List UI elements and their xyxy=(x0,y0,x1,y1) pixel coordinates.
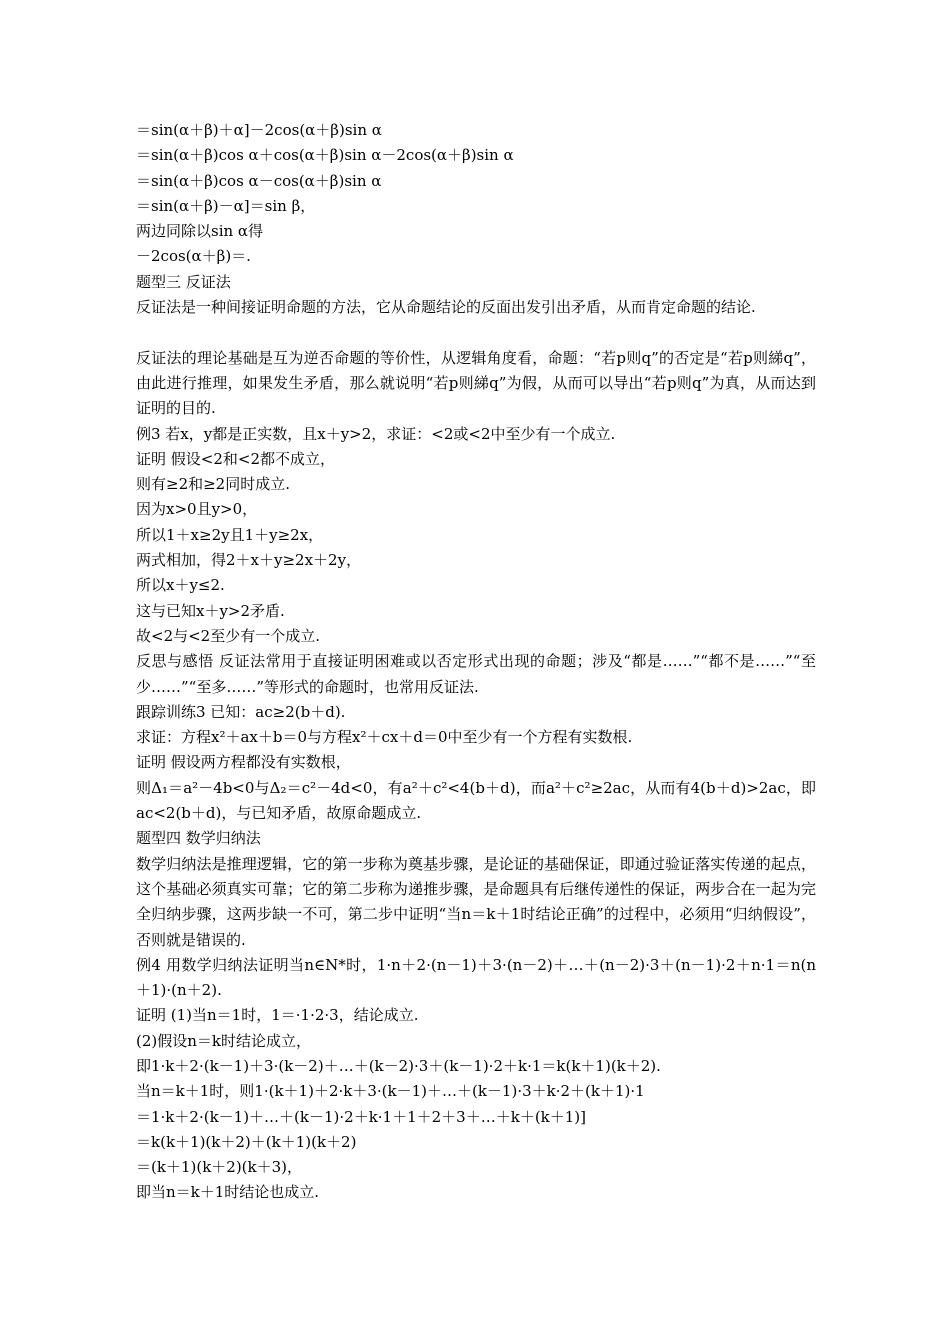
paragraph: 反思与感悟 反证法常用于直接证明困难或以否定形式出现的命题；涉及“都是……”“都不是……”“至少……”“至多……”等形式的命题时，也常用反证法. xyxy=(136,652,816,696)
paragraph: 反证法是一种间接证明命题的方法，它从命题结论的反面出发引出矛盾，从而肯定命题的结论. xyxy=(136,298,756,317)
paragraph: 则Δ₁＝a²－4b<0与Δ₂＝c²－4d<0，有a²＋c²<4(b＋d)，而a²＋c²≥2ac，从而有4(b＋d)>2ac，即ac<2(b＋d)，与已知矛盾，故原命题成立. xyxy=(136,778,816,823)
text-line: ＝(k＋1)(k＋2)(k＋3)， xyxy=(136,1158,303,1177)
example-heading: 例3 若x，y都是正实数，且x＋y>2，求证：<2或<2中至少有一个成立. xyxy=(136,424,616,443)
text-line: ＝sin(α＋β)cos α－cos(α＋β)sin α xyxy=(136,171,382,190)
section-heading: 题型四 数学归纳法 xyxy=(136,829,261,848)
text-line: －2cos(α＋β)＝. xyxy=(136,247,251,266)
text-line: ＝sin(α＋β)－α]＝sin β， xyxy=(136,196,316,215)
text-line: (2)假设n＝k时结论成立， xyxy=(136,1031,311,1050)
text-line: 故<2与<2至少有一个成立. xyxy=(136,626,320,645)
text-line: 这与已知x＋y>2矛盾. xyxy=(136,601,285,620)
text-line: 两式相加，得2＋x＋y≥2x＋2y， xyxy=(136,551,362,570)
text-line: 当n＝k＋1时，则1·(k＋1)＋2·k＋3·(k－1)＋…＋(k－1)·3＋k·2＋(k＋1)·1 xyxy=(136,1082,645,1101)
exercise-heading: 跟踪训练3 已知：ac≥2(b＋d). xyxy=(136,702,346,721)
text-line: 所以x＋y≤2. xyxy=(136,576,225,595)
text-line: 则有≥2和≥2同时成立. xyxy=(136,475,290,494)
document-page xyxy=(136,118,816,1206)
section-heading: 题型三 反证法 xyxy=(136,272,231,291)
text-line: ＝k(k＋1)(k＋2)＋(k＋1)(k＋2) xyxy=(136,1132,357,1151)
text-line: ＝sin(α＋β)cos α＋cos(α＋β)sin α－2cos(α＋β)sin α xyxy=(136,146,514,165)
paragraph: 数学归纳法是推理逻辑，它的第一步称为奠基步骤，是论证的基础保证，即通过验证落实传递的起点，这个基础必须真实可靠；它的第二步称为递推步骤，是命题具有后继传递性的保证，两步合在一起为完全归纳步骤，这两步缺一不可，第二步中证明“当n＝k＋1时结论正确”的过程中，必须用“归纳假设”，否则就是错误的. xyxy=(136,854,816,949)
text-line: 求证：方程x²＋ax＋b＝0与方程x²＋cx＋d＝0中至少有一个方程有实数根. xyxy=(136,728,633,747)
text-line: 两边同除以sin α得 xyxy=(136,222,264,241)
example-heading: 例4 用数学归纳法证明当n∈N*时，1·n＋2·(n－1)＋3·(n－2)＋…＋(n－2)·3＋(n－1)·2＋n·1＝n(n＋1)·(n＋2). xyxy=(136,955,816,1000)
text-line: 即1·k＋2·(k－1)＋3·(k－2)＋…＋(k－2)·3＋(k－1)·2＋k·1＝k(k＋1)(k＋2). xyxy=(136,1056,661,1075)
text-line: 证明 假设两方程都没有实数根， xyxy=(136,753,351,772)
text-line: 即当n＝k＋1时结论也成立. xyxy=(136,1183,320,1202)
text-line: 所以1＋x≥2y且1＋y≥2x， xyxy=(136,525,324,544)
text-line: 证明 假设<2和<2都不成立， xyxy=(136,449,335,468)
text-line: 因为x>0且y>0， xyxy=(136,500,258,519)
text-line: ＝1·k＋2·(k－1)＋…＋(k－1)·2＋k·1＋1＋2＋3＋…＋k＋(k＋1)] xyxy=(136,1107,587,1126)
text-line: 证明 (1)当n＝1时，1＝·1·2·3，结论成立. xyxy=(136,1006,419,1025)
paragraph: 反证法的理论基础是互为逆否命题的等价性，从逻辑角度看，命题：“若p则q”的否定是“若p则綈q”，由此进行推理，如果发生矛盾，那么就说明“若p则綈q”为假，从而可以导出“若p则q”为真，从而达到证明的目的. xyxy=(136,348,816,418)
text-line: ＝sin(α＋β)＋α]－2cos(α＋β)sin α xyxy=(136,121,382,139)
